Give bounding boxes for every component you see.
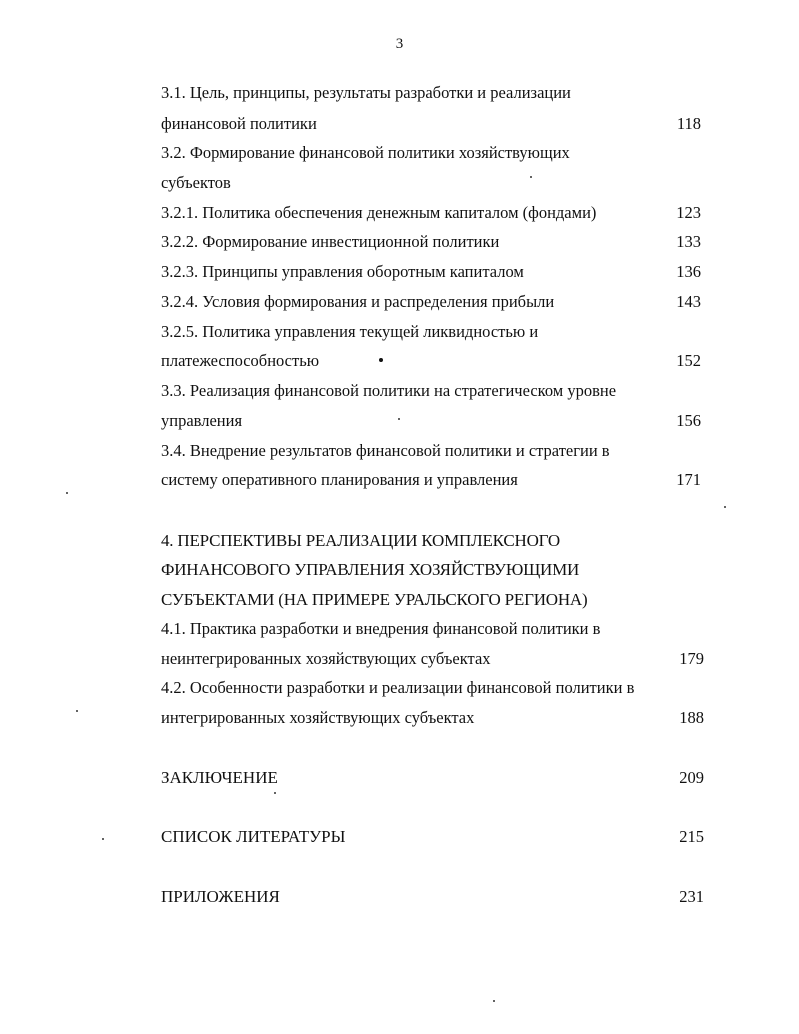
toc-entry-3-2-4-page: 143: [676, 292, 701, 311]
toc-entry-3-3-line2: управления: [161, 411, 243, 430]
toc-entry-3-2-line2: субъектов: [161, 173, 231, 192]
toc-entry-4-1-page: 179: [679, 649, 704, 668]
toc-references: СПИСОК ЛИТЕРАТУРЫ: [161, 827, 346, 846]
toc-entry-4-1-line1: 4.1. Практика разработки и внедрения финансовой политики в: [161, 619, 601, 638]
toc-appendices-page: 231: [679, 887, 704, 906]
toc-entry-3-2-1: 3.2.1. Политика обеспечения денежным капиталом (фондами): [161, 203, 597, 222]
chapter-4-title-line3: СУБЪЕКТАМИ (НА ПРИМЕРЕ УРАЛЬСКОГО РЕГИОНА): [161, 590, 588, 609]
scan-speck: [102, 838, 104, 840]
toc-entry-3-1-line1: 3.1. Цель, принципы, результаты разработки и реализации: [161, 83, 571, 102]
page-number: 3: [395, 36, 404, 52]
toc-entry-3-1-page: 118: [676, 114, 701, 133]
scan-speck: [76, 710, 78, 712]
toc-entry-3-1-line2: финансовой политики: [161, 114, 317, 133]
scan-speck: [493, 1000, 495, 1002]
toc-appendices: ПРИЛОЖЕНИЯ: [161, 887, 280, 906]
toc-entry-3-3-page: 156: [676, 411, 701, 430]
toc-entry-3-4-line1: 3.4. Внедрение результатов финансовой политики и стратегии в: [161, 441, 610, 460]
scan-speck: [724, 506, 726, 508]
toc-entry-4-2-line1: 4.2. Особенности разработки и реализации финансовой политики в: [161, 678, 635, 697]
toc-entry-3-2-2-page: 133: [676, 232, 701, 251]
toc-entry-3-2-2: 3.2.2. Формирование инвестиционной политики: [161, 232, 500, 251]
chapter-4-title-line2: ФИНАНСОВОГО УПРАВЛЕНИЯ ХОЗЯЙСТВУЮЩИМИ: [161, 560, 580, 579]
toc-entry-4-1-line2: неинтегрированных хозяйствующих субъектах: [161, 649, 491, 668]
toc-entry-3-4-page: 171: [676, 470, 701, 489]
scan-speck: [398, 418, 400, 420]
scan-speck: [274, 792, 276, 794]
toc-entry-4-2-line2: интегрированных хозяйствующих субъектах: [161, 708, 475, 727]
chapter-4-title-line1: 4. ПЕРСПЕКТИВЫ РЕАЛИЗАЦИИ КОМПЛЕКСНОГО: [161, 531, 560, 550]
toc-entry-3-2-4: 3.2.4. Условия формирования и распределения прибыли: [161, 292, 555, 311]
toc-entry-3-4-line2: систему оперативного планирования и управления: [161, 470, 518, 489]
toc-entry-3-2-5-line1: 3.2.5. Политика управления текущей ликвидностью и: [161, 322, 539, 341]
toc-entry-4-2-page: 188: [679, 708, 704, 727]
toc-entry-3-3-line1: 3.3. Реализация финансовой политики на стратегическом уровне: [161, 381, 617, 400]
toc-entry-3-2-3: 3.2.3. Принципы управления оборотным капиталом: [161, 262, 524, 281]
toc-entry-3-2-5-line2: платежеспособностью: [161, 351, 320, 370]
toc-entry-3-2-1-page: 123: [676, 203, 701, 222]
scan-speck: [530, 176, 532, 178]
scan-dot: [379, 358, 383, 362]
toc-entry-3-2-line1: 3.2. Формирование финансовой политики хозяйствующих: [161, 143, 570, 162]
toc-conclusion-page: 209: [679, 768, 704, 787]
scan-speck: [66, 492, 68, 494]
toc-entry-3-2-5-page: 152: [676, 351, 701, 370]
toc-entry-3-2-3-page: 136: [676, 262, 701, 281]
toc-conclusion: ЗАКЛЮЧЕНИЕ: [161, 768, 278, 787]
toc-references-page: 215: [679, 827, 704, 846]
